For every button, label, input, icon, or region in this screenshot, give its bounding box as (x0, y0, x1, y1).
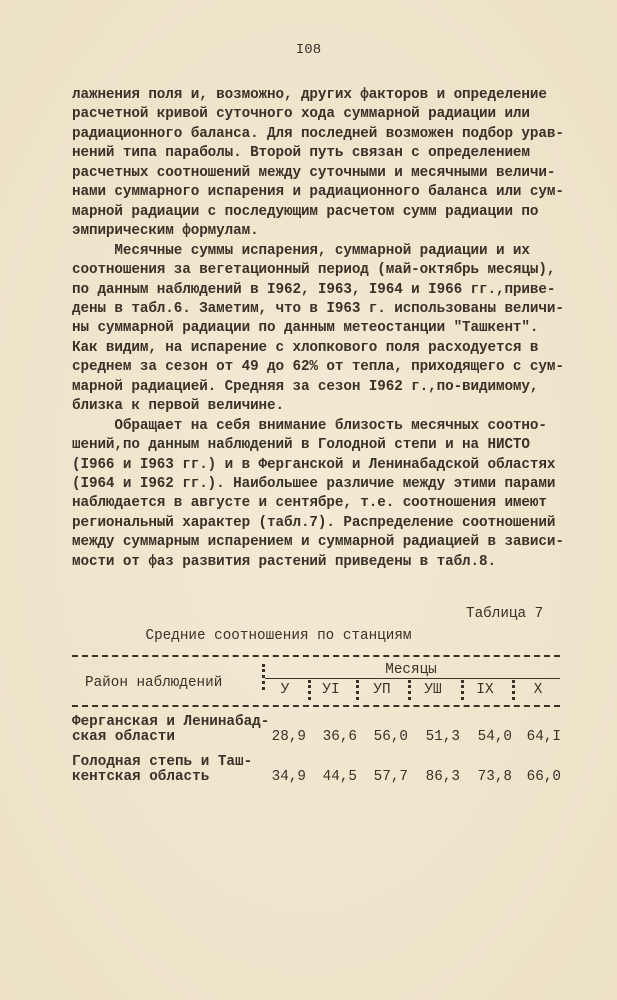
group-header: Месяцы (385, 662, 437, 678)
table-top-rule (72, 655, 560, 657)
table-header-rule (72, 705, 560, 707)
table-cell: 56,0 (373, 729, 408, 745)
text-line: лажнения поля и, возможно, других факторов и определение (72, 87, 547, 103)
text-line: Месячные суммы испарения, суммарной радиации и их (72, 242, 530, 259)
text-line: дены в табл.6. Заметим, что в I963 г. использованы величи- (72, 300, 564, 317)
text-line: между суммарным испарением и суммарной радиацией в зависи- (72, 534, 564, 551)
text-line: расчетных соотношений между суточными и месячными величи- (72, 164, 556, 181)
text-line: эмпирическим формулам. (72, 223, 259, 240)
text-line: среднем за сезон от 49 до 62% от тепла, приходящего с сум- (72, 359, 564, 376)
text-line: Как видим, на испарение с хлопкового поля расходуется в (72, 339, 539, 356)
text-line: нами суммарного испарения и радиационного баланса или сум- (72, 184, 564, 201)
month-header: IX (476, 682, 494, 698)
text-line: марной радиации с последующим расчетом сумм радиации по (72, 203, 539, 220)
month-header: УШ (424, 682, 442, 698)
table-cell: 64,I (526, 729, 561, 745)
table-cell: 57,7 (373, 769, 408, 785)
table-cell: 36,6 (322, 729, 357, 745)
text-line: ны суммарной радиации по данным метеостанции "Ташкент". (72, 320, 539, 337)
table-caption: Средние соотношения по станциям (145, 628, 412, 644)
text-line: (I966 и I963 гг.) и в Ферганской и Ленинабадской областях (72, 456, 556, 473)
text-line: наблюдается в августе и сентябре, т.е. соотношения имеют (72, 495, 547, 512)
table-cell: 51,3 (425, 729, 460, 745)
table-cell: 73,8 (477, 769, 512, 785)
table-cell: 54,0 (477, 729, 512, 745)
month-header: УI (322, 682, 340, 698)
text-line: шений,по данным наблюдений в Голодной степи и на НИСТО (72, 437, 530, 454)
row-label: Голодная степь и Таш- (72, 754, 253, 770)
table-label: Таблица 7 (466, 606, 544, 622)
text-line: близка к первой величине. (72, 398, 284, 415)
text-line: марной радиацией. Средняя за сезон I962 г.,по-видимому, (72, 378, 539, 395)
text-line: региональный характер (табл.7). Распределение соотношений (72, 514, 556, 531)
table-cell: 34,9 (271, 769, 306, 785)
text-line: соотношения за вегетационный период (май-октябрь месяцы), (72, 262, 556, 279)
row-label: кентская область (72, 769, 210, 785)
table-cell: 66,0 (526, 769, 561, 785)
table-cell: 86,3 (425, 769, 460, 785)
text-line: мости от фаз развития растений приведены в табл.8. (72, 553, 496, 570)
row-label: ская области (72, 729, 175, 745)
text-line: нений типа параболы. Второй путь связан с определением (72, 145, 530, 162)
text-line: Обращает на себя внимание близость месячных соотно- (72, 417, 547, 434)
group-rule (265, 678, 560, 679)
row-label: Ферганская и Ленинабад- (72, 714, 270, 730)
text-line: по данным наблюдений в I962, I963, I964 и I966 гг.,приве- (72, 281, 556, 298)
text-line: (I964 и I962 гг.). Наибольшее различие между этими парами (72, 476, 556, 492)
text-line: радиационного баланса. Для последней возможен подбор урав- (72, 125, 564, 142)
page-number: I08 (295, 42, 322, 58)
month-header: У (280, 682, 290, 698)
row-header: Район наблюдений (85, 675, 223, 691)
text-line: расчетной кривой суточного хода суммарной радиации или (72, 106, 530, 123)
table-cell: 44,5 (322, 769, 357, 785)
table-cell: 28,9 (271, 729, 306, 745)
month-header: X (533, 682, 543, 698)
month-header: УП (373, 682, 391, 698)
